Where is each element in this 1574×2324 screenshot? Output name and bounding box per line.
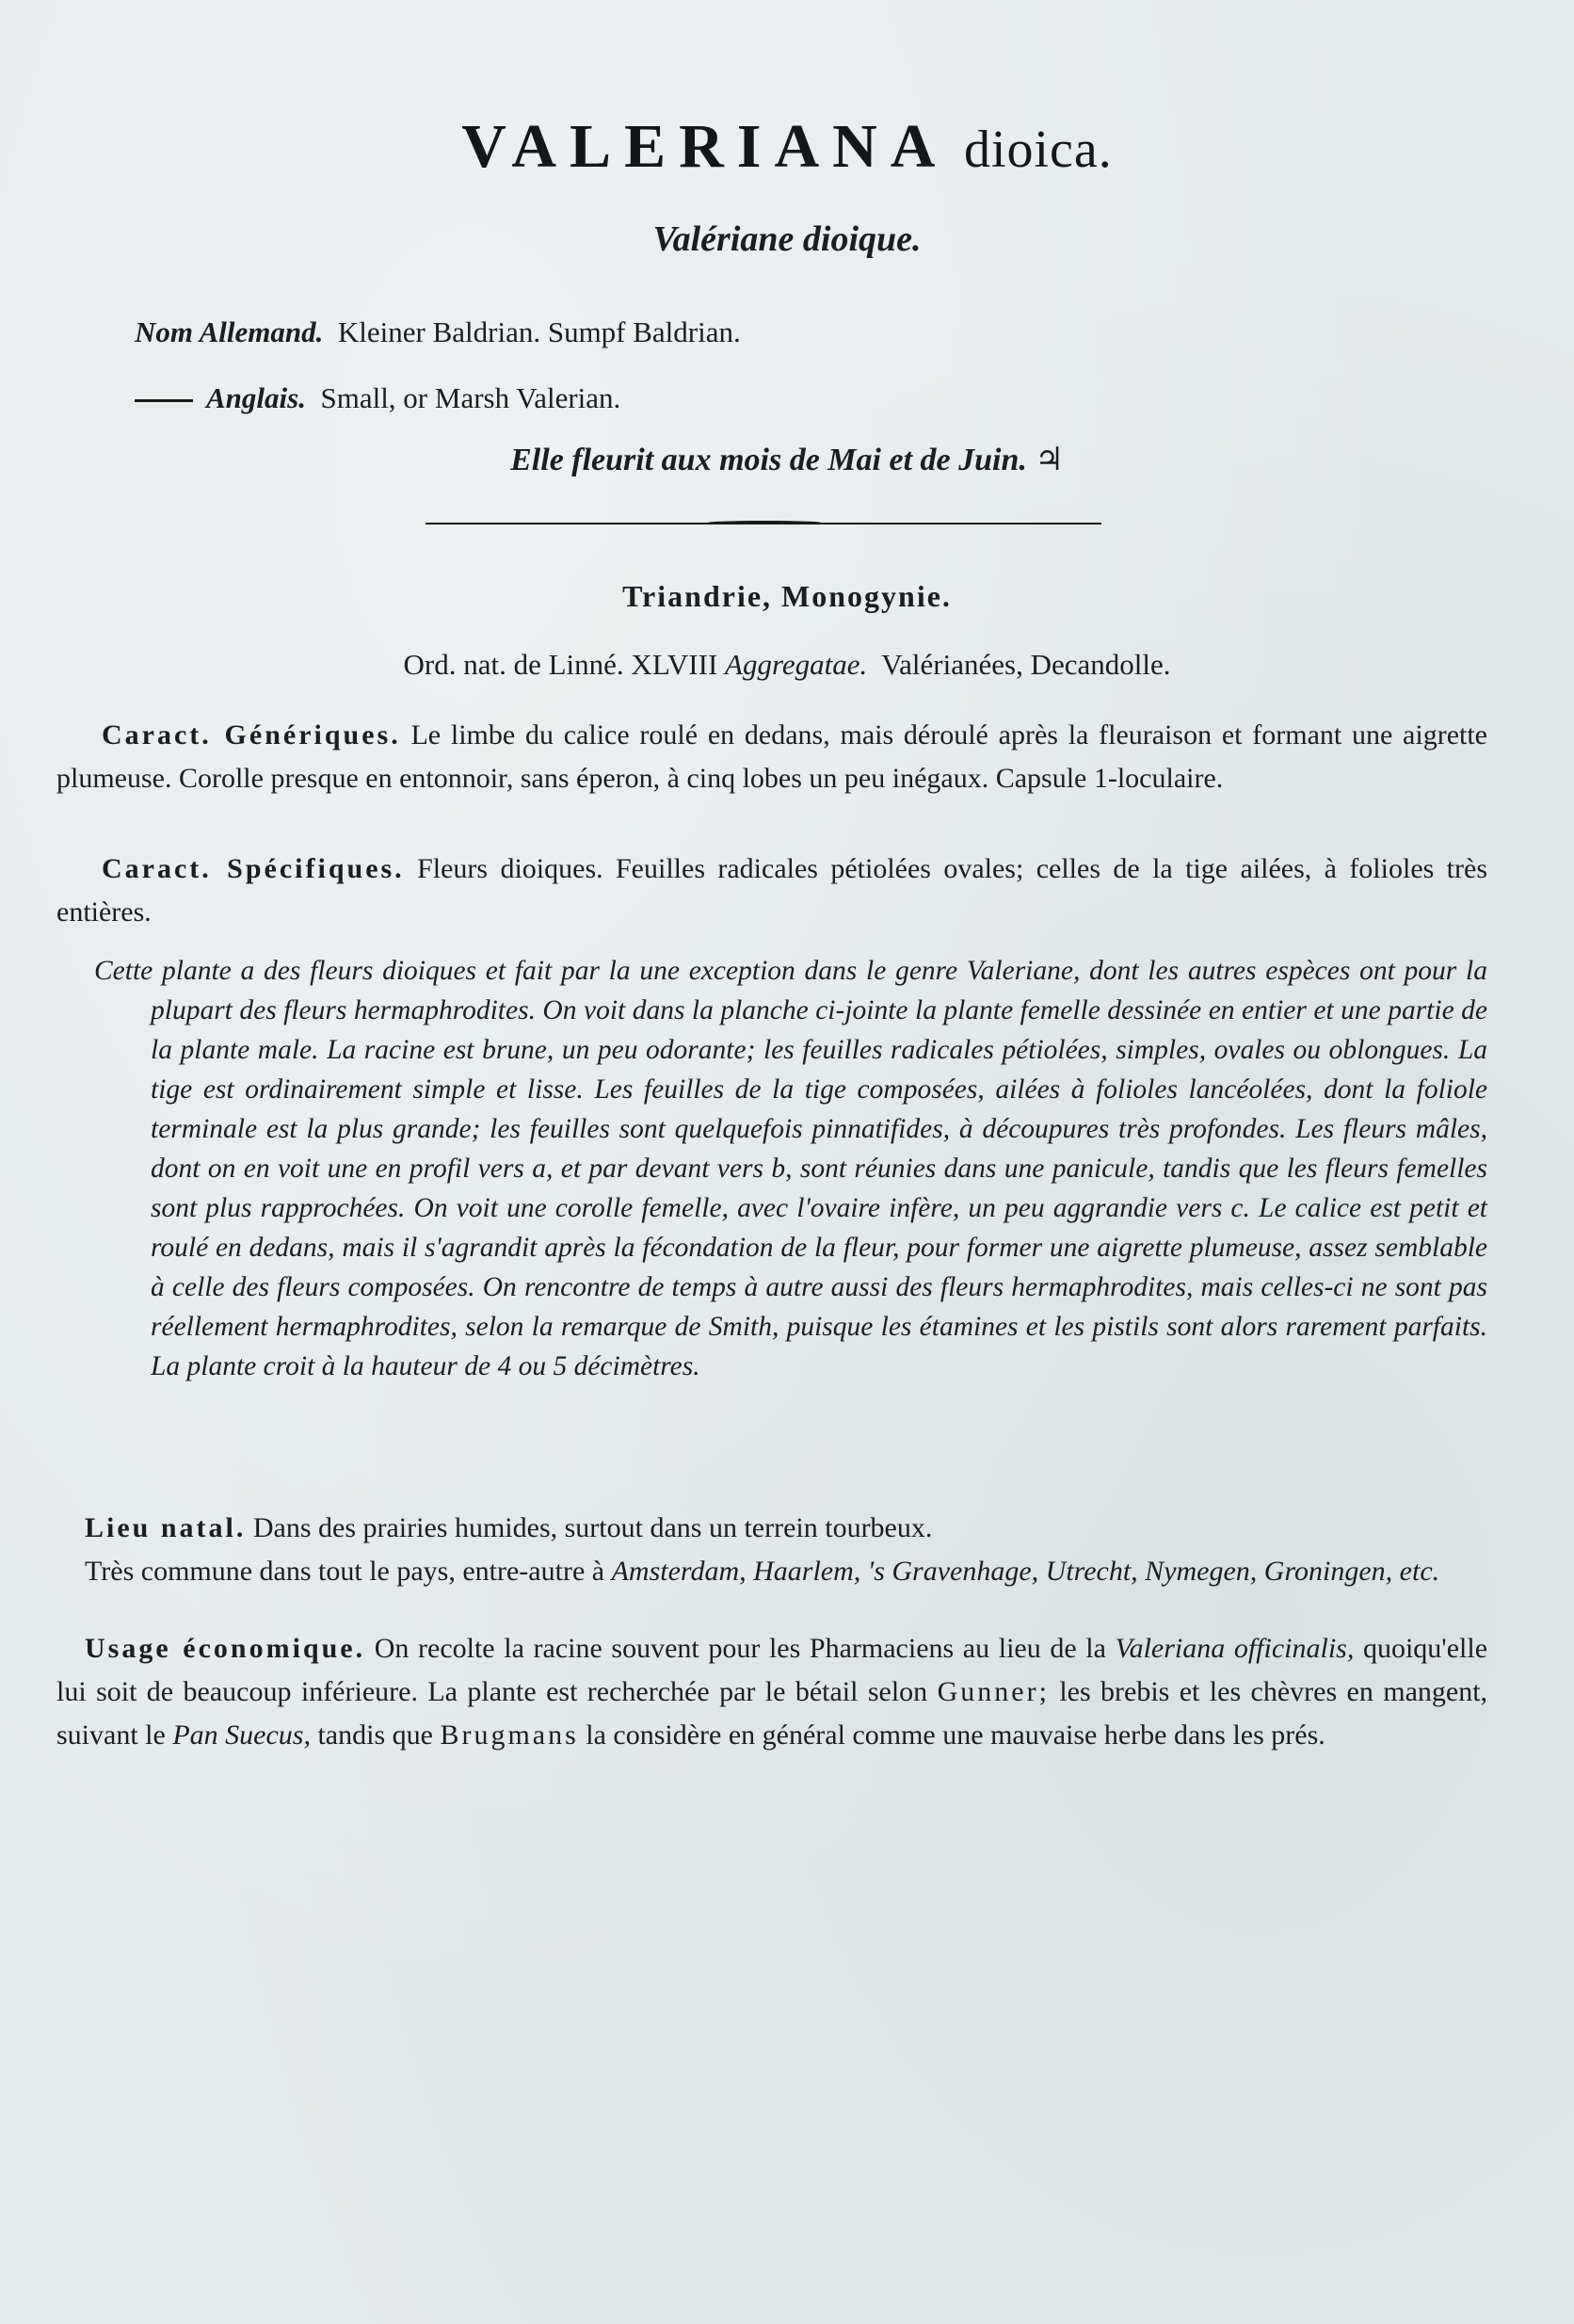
usage-text-2: quoiqu'elle lui soit de beaucoup inférieure. La plante est recherchée par le bétail selon — [56, 1633, 1488, 1707]
german-value: Kleiner Baldrian. Sumpf Baldrian. — [337, 315, 741, 348]
habitat-label: Lieu natal. — [85, 1512, 247, 1543]
order-aggregatae: Aggregatae. — [725, 648, 868, 681]
usage-valeriana: Valeriana officinalis, — [1115, 1633, 1355, 1664]
usage-text-1: On recolte la racine souvent pour les Pharmaciens au lieu de la — [374, 1633, 1106, 1664]
english-value: Small, or Marsh Valerian. — [320, 381, 621, 414]
german-name-line — [135, 315, 741, 349]
generic-label: Caract. Génériques. — [102, 719, 401, 750]
ditto-dash — [135, 399, 193, 402]
usage-pan-suecus: Pan Suecus, — [172, 1719, 311, 1751]
specific-text: Fleurs dioiques. Feuilles radicales pétiolées ovales; celles de la tige ailées, à folioles très entières. — [56, 853, 1487, 928]
usage-text-3: les brebis et les chèvres en mangent, suivant le — [56, 1676, 1488, 1751]
economic-usage — [56, 1627, 1487, 1757]
usage-brugmans: Brugmans — [440, 1719, 579, 1751]
english-name-line — [135, 381, 620, 415]
french-name: Valériane dioique. — [652, 219, 922, 259]
description: Cette plante a des fleurs dioiques et fait par la une exception dans le genre Valeriane, dont les autres espèces ont pour la plupart des fleurs hermaphrodites. On voit dans la planche ci-jointe la plante femelle dessinée en entier et une partie de la plante male. La racine est brune, un peu odorante; les feuilles radicales pétiolées, simples, ovales ou oblongues. La tige est ordinairement simple et lisse. Les feuilles de la tige composées, ailées à folioles lancéolées, dont la foliole terminale est la plus grande; les feuilles sont quelquefois pinnatifides, à découpures très profondes. Les fleurs mâles, dont on en voit une en profil vers a, et par devant vers b, sont réunies dans une panicule, tandis que les fleurs femelles sont plus rapprochées. On voit une corolle femelle, avec l'ovaire infère, un peu aggrandie vers c. Le calice est petit et roulé en dedans, mais il s'agrandit après la fécondation de la fleur, pour former une aigrette plumeuse, assez semblable à celle des fleurs composées. On rencontre de temps à autre aussi des fleurs hermaphrodites, mais celles-ci ne sont pas réellement hermaphrodites, selon la remarque de Smith, puisque les étamines et les pistils sont alors rarement parfaits. La plante croit à la hauteur de 4 ou 5 décimètres. — [94, 956, 1487, 1381]
order-prefix: Ord. nat. de Linné. XLVIII — [403, 648, 718, 681]
species-name: dioica. — [963, 121, 1113, 179]
specific-label: Caract. Spécifiques. — [102, 853, 405, 884]
usage-label: Usage économique. — [85, 1633, 366, 1664]
german-label: Nom Allemand. — [135, 315, 324, 348]
page-title — [0, 111, 1574, 183]
usage-gunner: Gunner; — [937, 1676, 1050, 1707]
habitat-text: Dans des prairies humides, surtout dans un terrein tourbeux. — [252, 1512, 933, 1543]
english-label: Anglais. — [206, 381, 306, 414]
specific-characters — [56, 847, 1487, 934]
flowering-period: Elle fleurit aux mois de Mai et de Juin. ♃ — [510, 443, 1064, 477]
habitat — [56, 1507, 1487, 1593]
generic-text: Le limbe du calice roulé en dedans, mais déroulé après la fleuraison et formant une aigrette plumeuse. Corolle presque en entonnoir, sans éperon, à cinq lobes un peu inégaux. Capsule 1-loculaire. — [56, 719, 1488, 794]
usage-text-4: tandis que — [317, 1719, 433, 1751]
locations-intro: Très commune dans tout le pays, entre-autre à — [85, 1556, 605, 1587]
divider-rule — [426, 523, 1101, 525]
order-suffix: Valérianées, Decandolle. — [881, 648, 1171, 681]
classification: Triandrie, Monogynie. — [622, 579, 952, 613]
locations: Amsterdam, Haarlem, 's Gravenhage, Utrecht, Nymegen, Groningen, etc. — [611, 1556, 1440, 1587]
natural-order — [0, 648, 1574, 682]
genus-name: VALERIANA — [461, 112, 949, 181]
usage-text-5: la considère en général comme une mauvaise herbe dans les prés. — [586, 1719, 1325, 1751]
generic-characters — [56, 714, 1487, 800]
